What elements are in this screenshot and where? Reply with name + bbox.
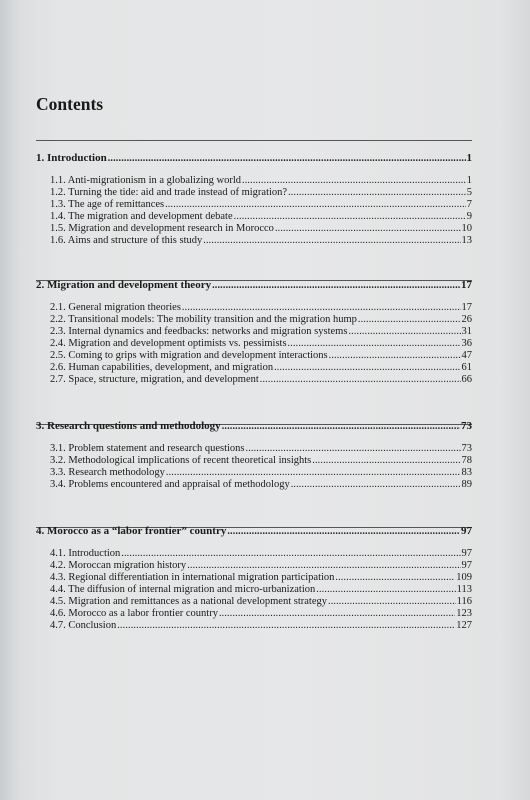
divider [36, 140, 472, 141]
toc-entry[interactable] [36, 479, 472, 491]
entry-title: 4.5. Migration and remittances as a national development strategy [50, 596, 327, 607]
entry-title: 2.1. General migration theories [50, 302, 181, 313]
page-number: 113 [456, 584, 472, 595]
dot-leader [316, 584, 455, 596]
page-number: 1 [466, 152, 472, 164]
page-number: 1 [466, 175, 472, 186]
page-number: 78 [461, 455, 472, 466]
table-of-contents [36, 150, 472, 650]
toc-entry[interactable] [36, 374, 472, 386]
toc-entry[interactable] [36, 443, 472, 455]
page-number: 66 [461, 374, 472, 385]
dot-leader [108, 151, 466, 167]
entry-title: 3.3. Research methodology [50, 467, 165, 478]
page-number: 26 [461, 314, 472, 325]
chapter-title: 2. Migration and development theory [36, 279, 212, 291]
entry-title: 1.2. Turning the tide: aid and trade instead of migration? [50, 187, 288, 198]
entry-title: 2.7. Space, structure, migration, and development [50, 374, 259, 385]
dot-leader [348, 326, 460, 338]
entry-title: 2.5. Coming to grips with migration and development interactions [50, 350, 328, 361]
toc-entry[interactable] [36, 596, 472, 608]
dot-leader [222, 419, 460, 435]
entry-title: 2.2. Transitional models: The mobility transition and the migration hump [50, 314, 357, 325]
toc-entry[interactable] [36, 338, 472, 350]
entry-title: 1.6. Aims and structure of this study [50, 235, 203, 246]
dot-leader [275, 223, 461, 235]
page-number: 109 [456, 572, 472, 583]
page-number: 61 [461, 362, 472, 373]
dot-leader [182, 302, 461, 314]
entry-title: 4.7. Conclusion [50, 620, 117, 631]
dot-leader [117, 620, 455, 632]
page-number: 123 [456, 608, 472, 619]
dot-leader [121, 548, 460, 560]
chapter-heading[interactable] [36, 277, 472, 293]
page-number: 5 [466, 187, 472, 198]
dot-leader [291, 479, 461, 491]
page-number: 97 [461, 548, 472, 559]
toc-entry[interactable] [36, 467, 472, 479]
page-number: 36 [461, 338, 472, 349]
dot-leader [212, 278, 460, 294]
entry-title: 2.6. Human capabilities, development, and migration [50, 362, 274, 373]
dot-leader [288, 338, 461, 350]
dot-leader [234, 211, 466, 223]
page-number: 73 [461, 443, 472, 454]
dot-leader [227, 524, 460, 540]
toc-entry[interactable] [36, 572, 472, 584]
entry-title: 4.4. The diffusion of internal migration and micro-urbanization [50, 584, 316, 595]
toc-entry[interactable] [36, 455, 472, 467]
entry-title: 4.1. Introduction [50, 548, 121, 559]
toc-entry[interactable] [36, 175, 472, 187]
chapter-2 [36, 277, 472, 386]
page-number: 127 [456, 620, 472, 631]
page-number: 47 [461, 350, 472, 361]
chapter-heading[interactable] [36, 150, 472, 166]
chapter-heading[interactable] [36, 523, 472, 539]
toc-entry[interactable] [36, 608, 472, 620]
page-number: 31 [461, 326, 472, 337]
chapter-title: 3. Research questions and methodology [36, 420, 221, 432]
toc-entry[interactable] [36, 362, 472, 374]
entry-title: 4.6. Morocco as a labor frontier country [50, 608, 218, 619]
page-number: 7 [466, 199, 472, 210]
dot-leader [335, 572, 455, 584]
toc-entry[interactable] [36, 187, 472, 199]
chapter-heading[interactable] [36, 418, 472, 434]
dot-leader [166, 467, 461, 479]
toc-entry[interactable] [36, 350, 472, 362]
toc-entry[interactable] [36, 199, 472, 211]
dot-leader [329, 350, 461, 362]
page-number: 10 [461, 223, 472, 234]
entry-title: 2.4. Migration and development optimists vs. pessimists [50, 338, 287, 349]
dot-leader [246, 443, 461, 455]
entry-title: 1.5. Migration and development research in Morocco [50, 223, 274, 234]
dot-leader [312, 455, 460, 467]
toc-entry[interactable] [36, 235, 472, 247]
entry-title: 2.3. Internal dynamics and feedbacks: networks and migration systems [50, 326, 348, 337]
dot-leader [203, 235, 460, 247]
page-number: 73 [461, 420, 472, 432]
page-title: Contents [36, 94, 104, 114]
dot-leader [358, 314, 461, 326]
dot-leader [242, 175, 466, 187]
entry-title: 3.1. Problem statement and research questions [50, 443, 245, 454]
dot-leader [187, 560, 460, 572]
page-number: 17 [461, 279, 472, 291]
page-number: 116 [456, 596, 472, 607]
dot-leader [328, 596, 456, 608]
page-number: 9 [466, 211, 472, 222]
toc-entry[interactable] [36, 314, 472, 326]
entry-title: 1.1. Anti-migrationism in a globalizing world [50, 175, 242, 186]
entry-title: 1.3. The age of remittances [50, 199, 165, 210]
page-number: 97 [461, 560, 472, 571]
page-number: 13 [461, 235, 472, 246]
entry-title: 4.3. Regional differentiation in international migration participation [50, 572, 335, 583]
chapter-4 [36, 523, 472, 632]
entry-title: 4.2. Moroccan migration history [50, 560, 187, 571]
dot-leader [274, 362, 460, 374]
dot-leader [165, 199, 466, 211]
entry-title: 3.2. Methodological implications of recent theoretical insights [50, 455, 312, 466]
dot-leader [260, 374, 461, 386]
chapter-title: 4. Morocco as a “labor frontier” country [36, 525, 227, 537]
page-number: 17 [461, 302, 472, 313]
entry-title: 3.4. Problems encountered and appraisal of methodology [50, 479, 290, 490]
toc-entry[interactable] [36, 211, 472, 223]
toc-entry[interactable] [36, 302, 472, 314]
dot-leader [219, 608, 455, 620]
toc-entry[interactable] [36, 548, 472, 560]
page-number: 83 [461, 467, 472, 478]
entry-title: 1.4. The migration and development debate [50, 211, 233, 222]
chapter-3 [36, 418, 472, 491]
page-number: 89 [461, 479, 472, 490]
chapter-1 [36, 150, 472, 247]
toc-entry[interactable] [36, 223, 472, 235]
toc-entry[interactable] [36, 326, 472, 338]
toc-entry[interactable] [36, 620, 472, 632]
chapter-title: 1. Introduction [36, 152, 107, 164]
dot-leader [288, 187, 466, 199]
toc-entry[interactable] [36, 584, 472, 596]
page-number: 97 [461, 525, 472, 537]
toc-entry[interactable] [36, 560, 472, 572]
